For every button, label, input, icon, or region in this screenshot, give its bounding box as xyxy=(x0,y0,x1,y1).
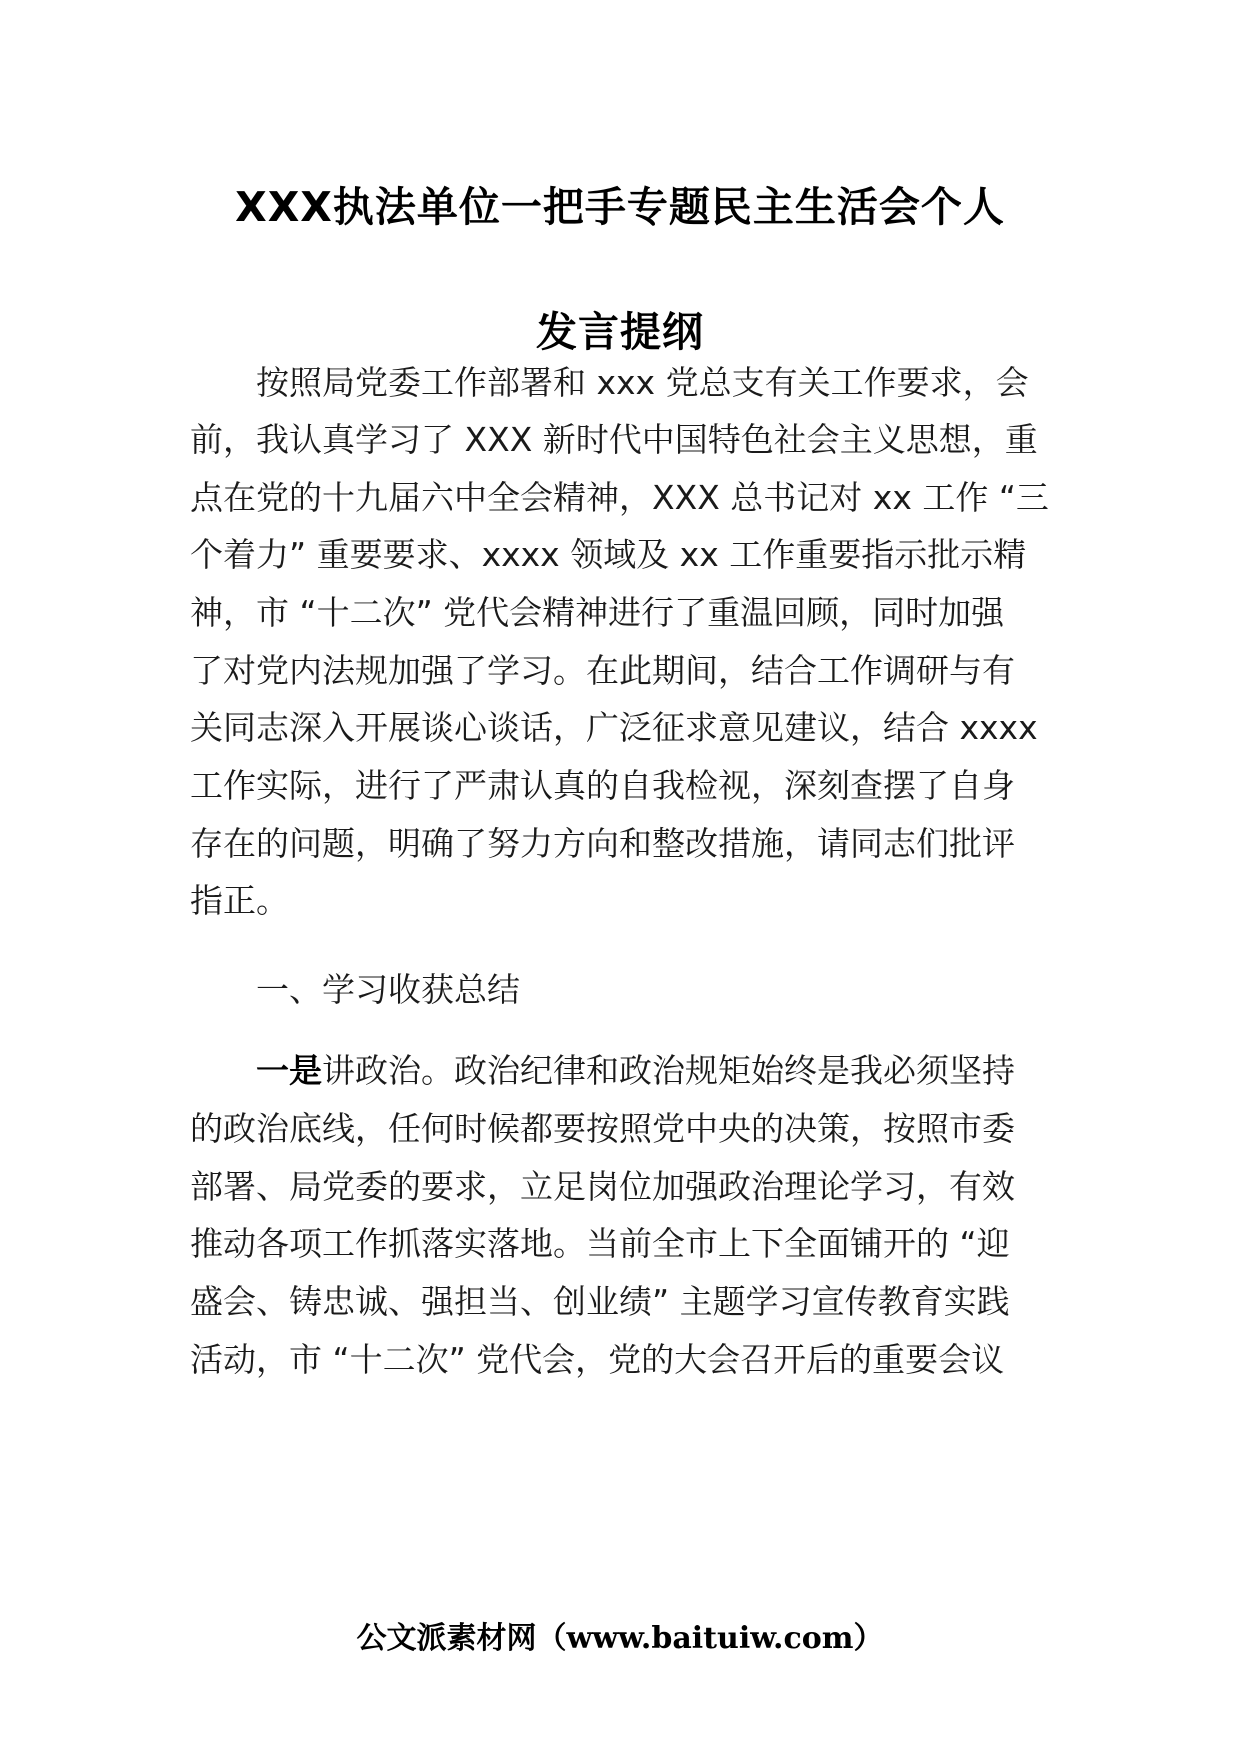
intro-line-9: 存在的问题，明确了努力方向和整改措施，请同志们批评 xyxy=(190,824,1015,863)
intro-line-2: 前，我认真学习了 XXX 新时代中国特色社会主义思想，重 xyxy=(190,420,1038,459)
point1-line-6: 活动，市 “十二次” 党代会，党的大会召开后的重要会议 xyxy=(190,1340,1005,1379)
point1-first-text: 讲政治。政治纪律和政治规矩始终是我必须坚持 xyxy=(322,1051,1015,1090)
document-title-line-1: XXX执法单位一把手专题民主生活会个人 xyxy=(235,183,1005,231)
intro-line-5: 神，市 “十二次” 党代会精神进行了重温回顾，同时加强 xyxy=(190,593,1005,632)
intro-line-3: 点在党的十九届六中全会精神，XXX 总书记对 xx 工作 “三 xyxy=(190,478,1049,517)
document-title-line-2: 发言提纲 xyxy=(536,308,704,356)
intro-line-7: 关同志深入开展谈心谈话，广泛征求意见建议，结合 xxxx xyxy=(190,708,1038,747)
point1-line-4: 推动各项工作抓落实落地。当前全市上下全面铺开的 “迎 xyxy=(190,1224,1010,1263)
intro-line-4: 个着力” 重要要求、xxxx 领域及 xx 工作重要指示批示精 xyxy=(190,535,1027,574)
intro-line-10: 指正。 xyxy=(190,881,289,920)
point1-line-5: 盛会、铸忠诚、强担当、创业绩” 主题学习宣传教育实践 xyxy=(190,1282,1010,1321)
section-heading: 一、学习收获总结 xyxy=(256,970,520,1009)
intro-line-8: 工作实际，进行了严肃认真的自我检视，深刻查摆了自身 xyxy=(190,766,1015,805)
point1-line-1 xyxy=(256,1051,1116,1090)
footer-source: 公文派素材网（www.baituiw.com） xyxy=(356,1621,884,1656)
point1-line-2: 的政治底线，任何时候都要按照党中央的决策，按照市委 xyxy=(190,1109,1015,1148)
intro-line-1: 按照局党委工作部署和 xxx 党总支有关工作要求，会 xyxy=(256,363,1029,402)
intro-line-6: 了对党内法规加强了学习。在此期间，结合工作调研与有 xyxy=(190,651,1015,690)
point1-lead: 一是 xyxy=(256,1051,322,1090)
point1-line-3: 部署、局党委的要求，立足岗位加强政治理论学习，有效 xyxy=(190,1167,1015,1206)
